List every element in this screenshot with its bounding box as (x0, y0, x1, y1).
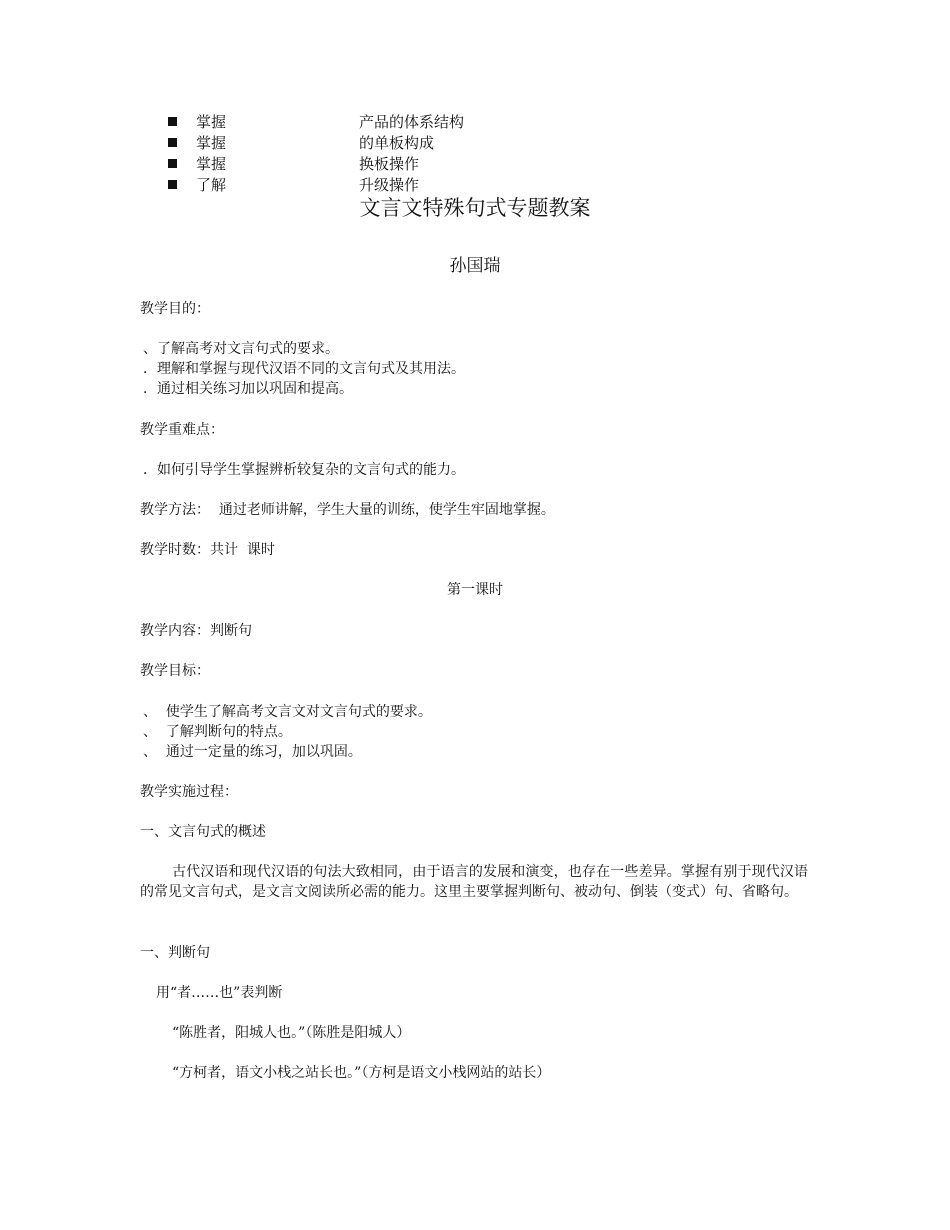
bullet-verb: 掌握 (196, 155, 227, 173)
section-heading: 一、文言句式的概述 (140, 824, 266, 840)
square-bullet-icon (168, 117, 177, 126)
objective-item: ．通过相关练习加以巩固和提高。 (143, 381, 353, 397)
bullet-verb: 了解 (196, 176, 227, 194)
bullet-object: 换板操作 (359, 155, 420, 173)
rule-text: 用“者……也”表判断 (156, 985, 283, 1001)
bullet-object: 升级操作 (359, 176, 420, 194)
square-bullet-icon (168, 180, 177, 189)
goal-item: 、 通过一定量的练习，加以巩固。 (143, 744, 362, 760)
section-heading: 一、判断句 (140, 945, 210, 961)
teaching-content: 教学内容：判断句 (140, 623, 252, 639)
goal-item: 、 使学生了解高考文言文对文言句式的要求。 (143, 704, 432, 720)
difficulty-item: ．如何引导学生掌握辨析较复杂的文言句式的能力。 (143, 462, 465, 478)
process-heading: 教学实施过程： (140, 784, 238, 800)
teaching-hours: 教学时数：共计 课时 (140, 542, 275, 558)
bullet-object: 的单板构成 (359, 134, 435, 152)
author-name: 孙国瑞 (449, 256, 501, 276)
intro-paragraph: 古代汉语和现代汉语的句法大致相同，由于语言的发展和演变，也存在一些差异。掌握有别于现代汉语的常见文言句式，是文言文阅读所必需的能力。这里主要掌握判断句、被动句、倒装（变式）句、省略句。 (140, 864, 808, 900)
teaching-method: 教学方法： 通过老师讲解，学生大量的训练，使学生牢固地掌握。 (140, 502, 555, 518)
square-bullet-icon (168, 159, 177, 168)
square-bullet-icon (168, 138, 177, 147)
bullet-object: 产品的体系结构 (359, 113, 465, 131)
objectives-heading: 教学目的： (140, 301, 210, 317)
objective-item: ．理解和掌握与现代汉语不同的文言句式及其用法。 (143, 361, 465, 377)
example-sentence: “方柯者，语文小栈之站长也。”（方柯是语文小栈网站的站长） (172, 1065, 551, 1081)
lesson-heading: 第一课时 (447, 582, 503, 598)
example-sentence: “陈胜者，阳城人也。”（陈胜是阳城人） (172, 1025, 411, 1041)
goals-heading: 教学目标： (140, 663, 210, 679)
bullet-verb: 掌握 (196, 134, 227, 152)
goal-item: 、 了解判断句的特点。 (143, 724, 292, 740)
objective-item: 、了解高考对文言句式的要求。 (143, 341, 339, 357)
difficulty-heading: 教学重难点： (140, 422, 224, 438)
document-title: 文言文特殊句式专题教案 (359, 196, 591, 220)
bullet-verb: 掌握 (196, 113, 227, 131)
